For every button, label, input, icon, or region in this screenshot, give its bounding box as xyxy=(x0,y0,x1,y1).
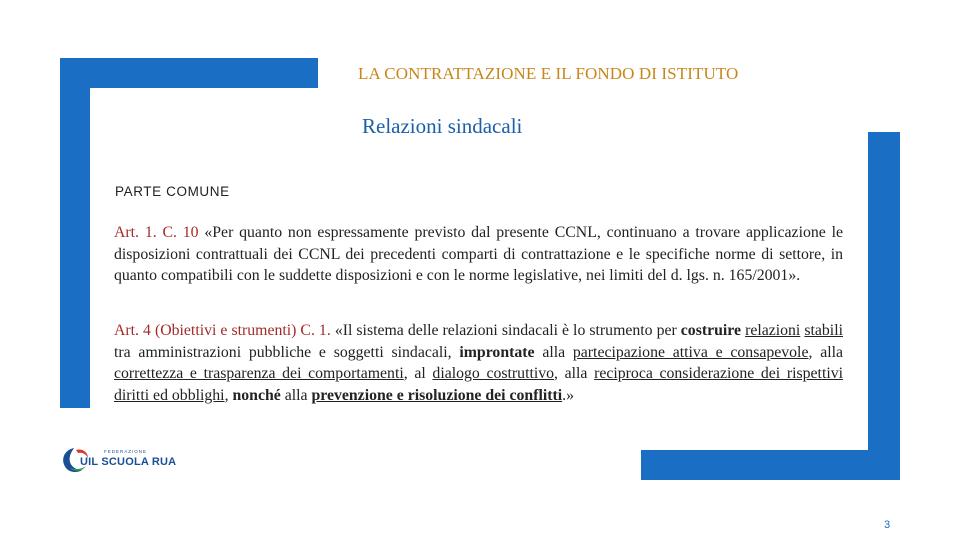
bold-text: nonché xyxy=(232,386,281,404)
bold-text: costruire xyxy=(680,322,742,339)
frame-bar-left xyxy=(60,58,90,408)
article-reference: Art. 4 (Obiettivi e strumenti) C. 1. xyxy=(114,322,331,339)
underlined-text: dialogo costruttivo xyxy=(432,365,555,382)
text-fragment: , alla xyxy=(808,343,843,361)
bold-text: improntate xyxy=(459,343,535,361)
text-fragment: , alla xyxy=(554,365,595,382)
text-fragment: , al xyxy=(403,365,433,382)
slide-header-title: LA CONTRATTAZIONE E IL FONDO DI ISTITUTO xyxy=(358,64,739,83)
bold-underlined-text: prevenzione e risoluzione dei conflitti xyxy=(311,386,563,404)
underlined-text: partecipazione attiva e consapevole xyxy=(572,343,809,361)
frame-bar-bottom-right xyxy=(641,450,900,480)
underlined-text: correttezza e trasparenza dei comportamenti xyxy=(114,365,404,382)
underlined-text: stabili xyxy=(804,322,843,339)
logo-text: UIL SCUOLA RUA xyxy=(80,456,177,468)
underlined-text: relazioni xyxy=(745,322,801,339)
text-fragment: , xyxy=(224,386,233,404)
text-fragment: «Il sistema delle relazioni sindacali è lo strumento per xyxy=(330,322,681,339)
paragraph-text: «Per quanto non espressamente previsto dal presente CCNL, continuano a trovare applicazione le disposizioni contrattuali dei CCNL dei precedenti comparti di contrattazione e le specifiche norme di settore, in quanto compatibili con le suddette disposizioni e con le norme legislative, nei limiti del d. lgs. n. 165/2001». xyxy=(114,224,843,284)
paragraph-art-1 xyxy=(114,222,843,287)
logo-small-text: FEDERAZIONE xyxy=(104,449,148,454)
frame-bar-right xyxy=(868,132,900,480)
article-reference: Art. 1. C. 10 xyxy=(114,224,199,241)
text-fragment: alla xyxy=(534,343,573,361)
text-fragment: tra amministrazioni pubbliche e soggetti sindacali, xyxy=(114,343,460,361)
underlined-text: reciproca considerazione dei rispettivi diritti ed obblighi xyxy=(114,365,844,404)
paragraph-art-4 xyxy=(114,320,843,406)
slide-subtitle: Relazioni sindacali xyxy=(362,114,523,138)
text-fragment: alla xyxy=(280,386,312,404)
section-label: PARTE COMUNE xyxy=(115,184,230,199)
frame-bar-top-left xyxy=(60,58,318,88)
page-number: 3 xyxy=(884,519,891,531)
text-fragment: .» xyxy=(562,386,574,404)
